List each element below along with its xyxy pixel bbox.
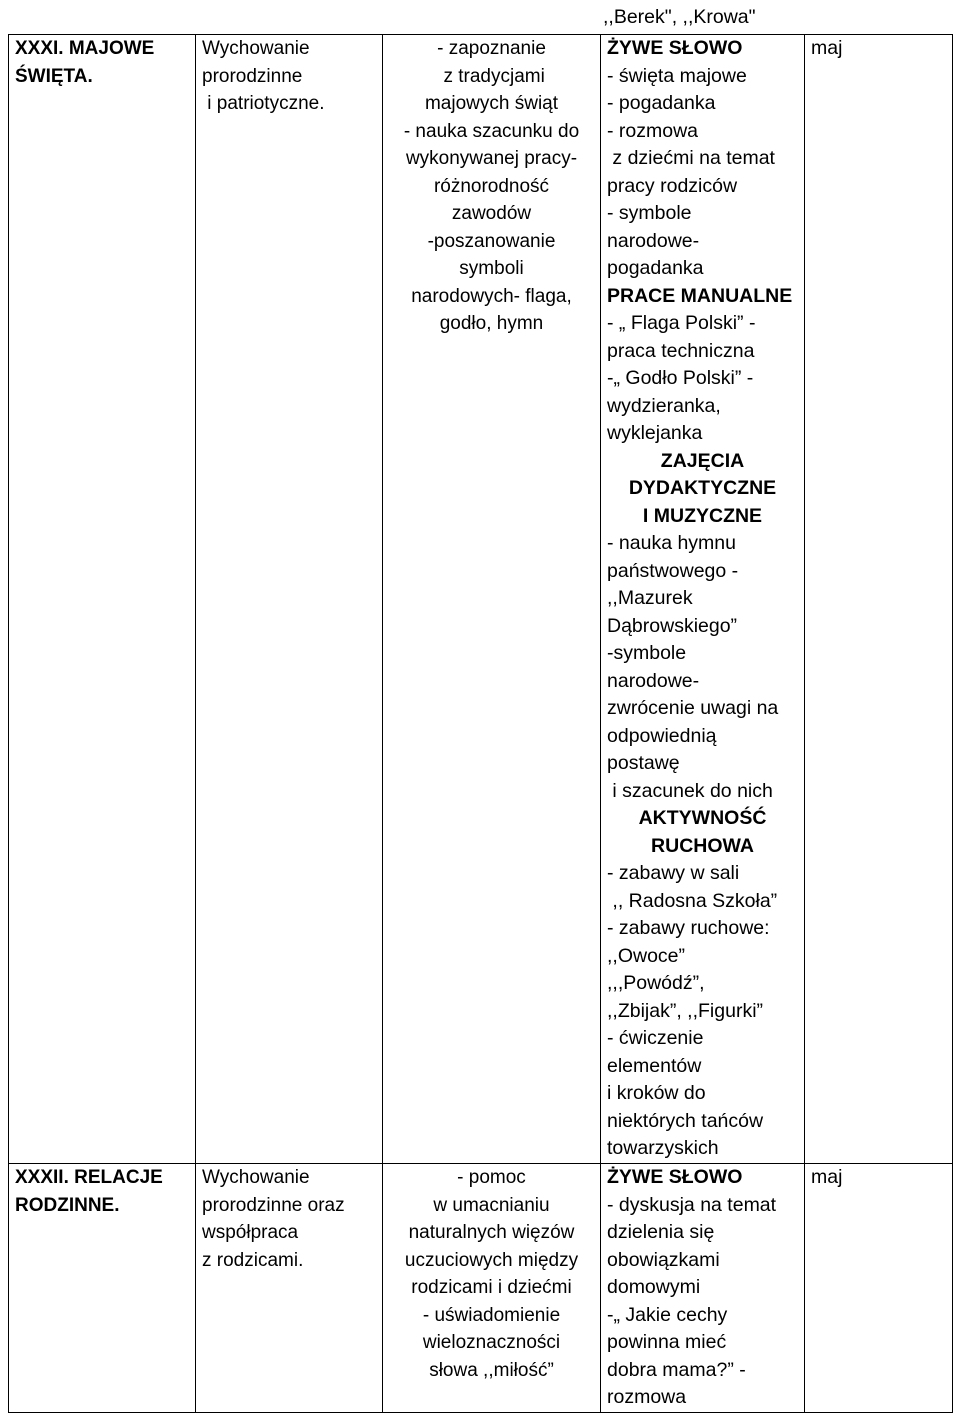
goals-line: - zapoznanie [437, 38, 546, 59]
activities-line: odpowiednią [607, 724, 717, 747]
activities-heading: RUCHOWA [651, 834, 754, 857]
activities-line: -„ Godło Polski” - [607, 367, 754, 389]
activities-line: ,,Zbijak”, ,,Figurki” [607, 999, 764, 1022]
activities-line: z dziećmi na temat [607, 147, 775, 169]
activities-line: narodowe- [607, 669, 700, 692]
activities-line: -„ Jakie cechy [607, 1303, 728, 1326]
activities-line: narodowe- [607, 229, 700, 252]
activities-line: dobra mama?” - [607, 1358, 746, 1381]
activities-line: elementów [607, 1054, 702, 1077]
activities-line: niektórych tańców [607, 1109, 764, 1132]
activities-line: - zabawy ruchowe: [607, 917, 770, 939]
month-text: maj [811, 1166, 843, 1188]
activities-line: dzielenia się [607, 1221, 715, 1243]
goals-line: -poszanowanie [427, 230, 556, 252]
activities-line: zwrócenie uwagi na [607, 697, 779, 719]
goals-line: majowych świąt [424, 93, 559, 114]
activities-cell [601, 1164, 805, 1413]
goals-line: godło, hymn [439, 313, 544, 334]
activities-heading: ZAJĘCIA [660, 449, 745, 472]
activities-line: Dąbrowskiego” [607, 614, 738, 637]
goals-line: w umacnianiu [433, 1194, 550, 1216]
activities-heading: AKTYWNOŚĆ [638, 807, 767, 829]
table-row [9, 35, 953, 1164]
activities-line: - rozmowa [607, 119, 699, 142]
activities-line: - symbole [607, 202, 692, 224]
area-cell [196, 1164, 383, 1413]
activities-line: pogadanka [607, 257, 704, 279]
activities-line: -symbole [607, 642, 687, 664]
topic-line: RODZINNE. [15, 1194, 120, 1216]
activities-heading: I MUZYCZNE [642, 504, 763, 527]
goals-line: - nauka szacunku do [403, 120, 580, 142]
activities-line: - zabawy w sali [607, 862, 740, 884]
month-cell [805, 35, 953, 1164]
continued-text: ,,Berek", ,,Krowa" [603, 6, 756, 28]
goals-line: uczuciowych między [404, 1249, 579, 1271]
goals-cell [383, 35, 601, 1164]
activities-cell [601, 35, 805, 1164]
activities-line: i szacunek do nich [607, 779, 773, 802]
goals-line: narodowych- flaga, [411, 285, 572, 307]
activities-line: i kroków do [607, 1082, 706, 1104]
topic-line: XXXII. RELACJE [15, 1167, 163, 1188]
activities-line: towarzyskich [607, 1137, 719, 1159]
activities-line: wydzieranka, [607, 394, 721, 417]
topic-cell [9, 1164, 196, 1413]
area-line: Wychowanie [202, 38, 310, 59]
area-line: i patriotyczne. [202, 93, 325, 114]
activities-line: powinna mieć [607, 1331, 727, 1353]
goals-line: naturalnych więzów [408, 1222, 575, 1243]
month-cell [805, 1164, 953, 1413]
activities-line: - dyskusja na temat [607, 1193, 777, 1216]
table-row [9, 1164, 953, 1413]
goals-cell [383, 1164, 601, 1413]
month-text: maj [811, 37, 843, 59]
activities-line: ,, Radosna Szkoła” [607, 889, 778, 912]
goals-line: symboli [459, 258, 524, 279]
topic-line: XXXI. MAJOWE [15, 38, 155, 59]
activities-line: - ćwiczenie [607, 1027, 704, 1049]
activities-line: obowiązkami [607, 1248, 720, 1271]
activities-line: wyklejanka [607, 422, 703, 444]
activities-heading: PRACE MANUALNE [607, 284, 793, 307]
activities-line: - nauka hymnu [607, 532, 736, 554]
area-line: prorodzinne [202, 65, 303, 87]
area-line: z rodzicami. [202, 1249, 304, 1271]
activities-line: ,,Owoce” [607, 944, 686, 967]
topic-cell [9, 35, 196, 1164]
goals-line: rodzicami i dziećmi [411, 1277, 572, 1298]
goals-line: - uświadomienie [422, 1304, 561, 1326]
activities-heading: DYDAKTYCZNE [628, 477, 777, 499]
goals-line: słowa ,,miłość” [429, 1359, 554, 1381]
goals-line: wieloznaczności [422, 1332, 561, 1353]
goals-line: zawodów [451, 203, 532, 224]
goals-line: wykonywanej pracy- [405, 148, 578, 169]
activities-heading: ŻYWE SŁOWO [607, 1166, 743, 1188]
activities-line: pracy rodziców [607, 174, 738, 197]
activities-line: domowymi [607, 1276, 701, 1298]
goals-line: - pomoc [457, 1167, 526, 1188]
activities-line: praca techniczna [607, 339, 755, 362]
area-line: prorodzinne oraz [202, 1194, 345, 1216]
activities-heading: ŻYWE SŁOWO [607, 37, 743, 59]
goals-line: z tradycjami [438, 65, 545, 87]
activities-line: postawę [607, 752, 680, 774]
activities-line: rozmowa [607, 1386, 687, 1408]
activities-line: państwowego - [607, 559, 739, 582]
area-line: współpraca [202, 1222, 299, 1243]
activities-line: ,,,Powódź”, [607, 972, 705, 994]
area-line: Wychowanie [202, 1167, 310, 1188]
activities-line: - pogadanka [607, 92, 716, 114]
activities-line: ,,Mazurek [607, 587, 693, 609]
topic-line: ŚWIĘTA. [15, 65, 93, 87]
activities-line: - „ Flaga Polski” - [607, 312, 756, 334]
plan-table [8, 34, 953, 1413]
activities-line: - święta majowe [607, 64, 747, 87]
goals-line: różnorodność [433, 175, 550, 197]
area-cell [196, 35, 383, 1164]
